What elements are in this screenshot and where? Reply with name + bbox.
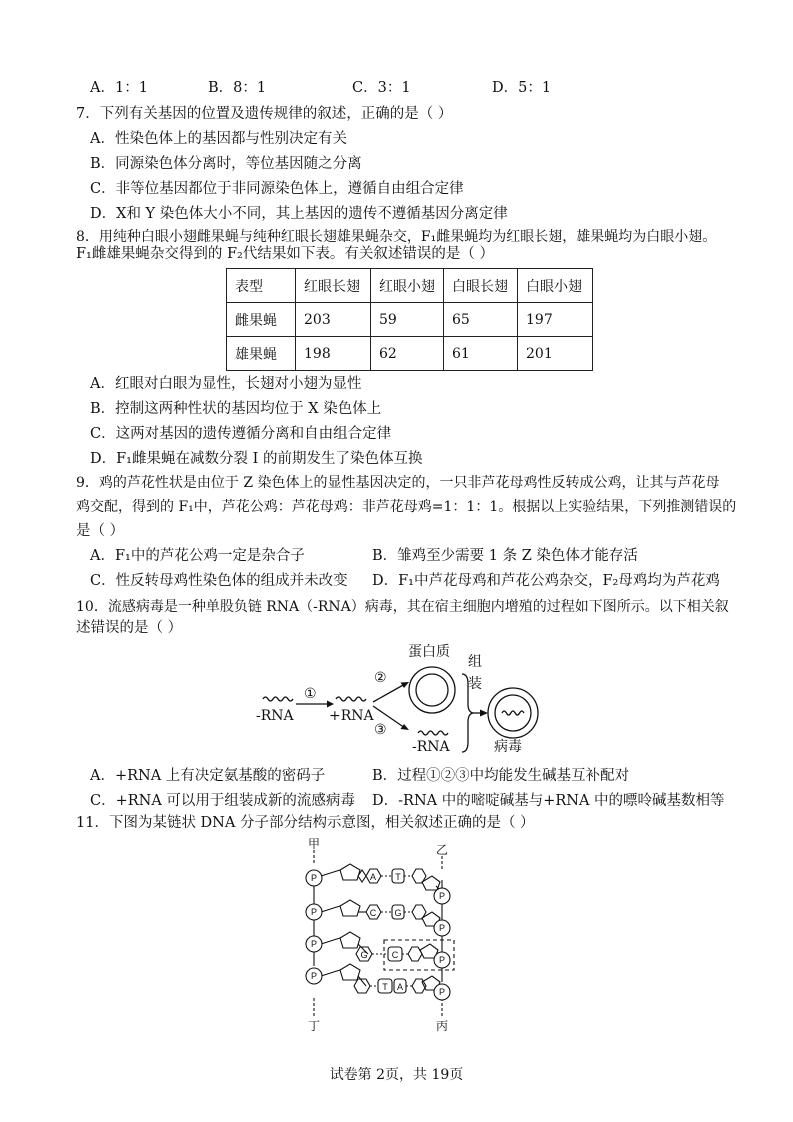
base-label: T bbox=[395, 872, 401, 882]
table-cell: 65 bbox=[444, 303, 518, 337]
pos-rna-wave-icon bbox=[336, 697, 366, 701]
table-row bbox=[227, 303, 593, 337]
nucleotide-right-1 bbox=[404, 869, 442, 892]
q9-option-a: A．F₁中的芦花公鸡一定是杂合子 bbox=[90, 548, 305, 564]
q7-option-c: C．非等位基因都位于非同源染色体上，遵循自由组合定律 bbox=[90, 181, 464, 197]
q10-virus-diagram bbox=[250, 638, 570, 756]
q7-option-a: A．性染色体上的基因都与性别决定有关 bbox=[90, 131, 347, 147]
phosphate-label: P bbox=[310, 939, 318, 949]
label-neg-rna: -RNA bbox=[256, 708, 294, 724]
q9-stem-line2: 鸡交配，得到的 F₁中，芦花公鸡：芦花母鸡：非芦花母鸡=1：1：1。根据以上实验结果，下列推测错误的 bbox=[76, 499, 737, 515]
table-cell: 雌果蝇 bbox=[227, 303, 296, 337]
table-cell: 雄果蝇 bbox=[227, 337, 296, 371]
neg-rna-wave-icon bbox=[418, 731, 448, 735]
q8-option-d: D．F₁雌果蝇在减数分裂 I 的前期发生了染色体互换 bbox=[90, 451, 423, 467]
table-cell: 201 bbox=[518, 337, 593, 371]
label-step-3: ③ bbox=[374, 722, 387, 738]
table-cell: 59 bbox=[371, 303, 444, 337]
label-ding: 丁 bbox=[308, 1019, 321, 1033]
nucleotide-left-3 bbox=[321, 932, 388, 961]
phosphate-label: P bbox=[438, 987, 446, 997]
q6-option-b: B．8：1 bbox=[208, 80, 267, 96]
label-neg-rna-2: -RNA bbox=[412, 739, 450, 755]
base-label: G bbox=[360, 950, 368, 960]
label-yi: 乙 bbox=[436, 843, 449, 857]
base-label: A bbox=[396, 982, 404, 992]
label-bing: 丙 bbox=[436, 1019, 449, 1033]
label-jia: 甲 bbox=[308, 837, 321, 851]
phosphate-label: P bbox=[438, 923, 446, 933]
q9-option-d: D．F₁中芦花母鸡和芦花公鸡杂交，F₂母鸡均为芦花鸡 bbox=[372, 573, 720, 589]
table-cell: 198 bbox=[296, 337, 371, 371]
nucleotide-left-4 bbox=[321, 964, 378, 993]
table-row bbox=[227, 337, 593, 371]
phosphate-label: P bbox=[438, 955, 446, 965]
q8-results-table bbox=[226, 268, 593, 371]
q10-stem-line1: 10．流感病毒是一种单股负链 RNA（-RNA）病毒，其在宿主细胞内增殖的过程如下图所示。以下相关叙 bbox=[76, 599, 729, 615]
table-header-cell: 红眼长翅 bbox=[296, 269, 371, 303]
arrow-head-icon bbox=[401, 724, 410, 730]
phosphate-label: P bbox=[310, 971, 318, 981]
base-label: C bbox=[369, 908, 377, 918]
phosphate-label: P bbox=[438, 891, 446, 901]
q8-stem-line1: 8．用纯种白眼小翅雌果蝇与纯种红眼长翅雄果蝇杂交，F₁雌果蝇均为红眼长翅，雄果蝇均为白眼小翅。 bbox=[76, 229, 717, 245]
q10-stem-line2: 述错误的是（ ） bbox=[76, 620, 183, 636]
arrow-head-icon bbox=[401, 682, 410, 688]
q6-options bbox=[90, 78, 610, 98]
table-cell: 62 bbox=[371, 337, 444, 371]
label-step-2: ② bbox=[374, 670, 387, 686]
nucleotide-left-2 bbox=[321, 900, 392, 919]
base-label: G bbox=[394, 908, 402, 918]
q8-option-a: A．红眼对白眼为显性，长翅对小翅为显性 bbox=[90, 376, 362, 392]
q10-option-a: A．+RNA 上有决定氨基酸的密码子 bbox=[90, 768, 326, 784]
phosphate-label: P bbox=[310, 873, 318, 883]
q9-stem-line1: 9．鸡的芦花性状是由位于 Z 染色体上的显性基因决定的，一只非芦花母鸡性反转成公鸡，让其与芦花母 bbox=[76, 475, 720, 491]
label-pos-rna: +RNA bbox=[329, 708, 374, 724]
arrow-head-icon bbox=[327, 701, 334, 708]
nucleotide-left-1 bbox=[321, 864, 392, 883]
q6-option-d: D．5：1 bbox=[492, 80, 552, 96]
q9-option-b: B．雏鸡至少需要 1 条 Z 染色体才能存活 bbox=[372, 548, 638, 564]
table-cell: 61 bbox=[444, 337, 518, 371]
table-cell: 203 bbox=[296, 303, 371, 337]
base-label: C bbox=[391, 950, 399, 960]
q10-option-c: C．+RNA 可以用于组装成新的流感病毒 bbox=[90, 793, 355, 809]
table-cell: 197 bbox=[518, 303, 593, 337]
q6-option-a: A．1：1 bbox=[90, 80, 148, 96]
label-protein: 蛋白质 bbox=[408, 644, 450, 660]
q11-stem: 11．下图为某链状 DNA 分子部分结构示意图，相关叙述正确的是（ ） bbox=[76, 815, 535, 831]
label-virus: 病毒 bbox=[494, 739, 522, 755]
phosphate-label: P bbox=[310, 907, 318, 917]
table-header-cell: 表型 bbox=[227, 269, 296, 303]
page-footer: 试卷第 2页，共 19页 bbox=[329, 1067, 464, 1083]
base-label: A bbox=[369, 872, 377, 882]
q7-option-b: B．同源染色体分离时，等位基因随之分离 bbox=[90, 156, 362, 172]
q8-option-b: B．控制这两种性状的基因均位于 X 染色体上 bbox=[90, 401, 382, 417]
q8-option-c: C．这两对基因的遗传遵循分离和自由组合定律 bbox=[90, 426, 392, 442]
table-header-cell: 白眼小翅 bbox=[518, 269, 593, 303]
neg-rna-wave-icon bbox=[263, 697, 293, 701]
label-assemble-1: 组 bbox=[468, 654, 482, 670]
table-header-cell: 白眼长翅 bbox=[444, 269, 518, 303]
label-assemble-2: 装 bbox=[468, 676, 482, 692]
table-header-row bbox=[227, 269, 593, 303]
q7-option-d: D．X和 Y 染色体大小不同，其上基因的遗传不遵循基因分离定律 bbox=[90, 206, 508, 222]
base-label: T bbox=[382, 982, 388, 992]
q10-option-d: D．-RNA 中的嘧啶碱基与+RNA 中的嘌呤碱基数相等 bbox=[372, 793, 725, 809]
arrow-head-icon bbox=[480, 710, 488, 717]
q9-stem-line3: 是（ ） bbox=[76, 523, 125, 539]
q11-dna-diagram bbox=[296, 836, 476, 1036]
q9-option-c: C．性反转母鸡性染色体的组成并未改变 bbox=[90, 573, 348, 589]
q8-stem-line2: F₁雌雄果蝇杂交得到的 F₂代结果如下表。有关叙述错误的是（ ） bbox=[76, 246, 494, 262]
q10-option-b: B．过程①②③中均能发生碱基互补配对 bbox=[372, 768, 630, 784]
q7-stem: 7．下列有关基因的位置及遗传规律的叙述，正确的是（ ） bbox=[76, 106, 453, 122]
table-header-cell: 红眼小翅 bbox=[371, 269, 444, 303]
q6-option-c: C．3：1 bbox=[352, 80, 411, 96]
label-step-1: ① bbox=[304, 686, 317, 702]
